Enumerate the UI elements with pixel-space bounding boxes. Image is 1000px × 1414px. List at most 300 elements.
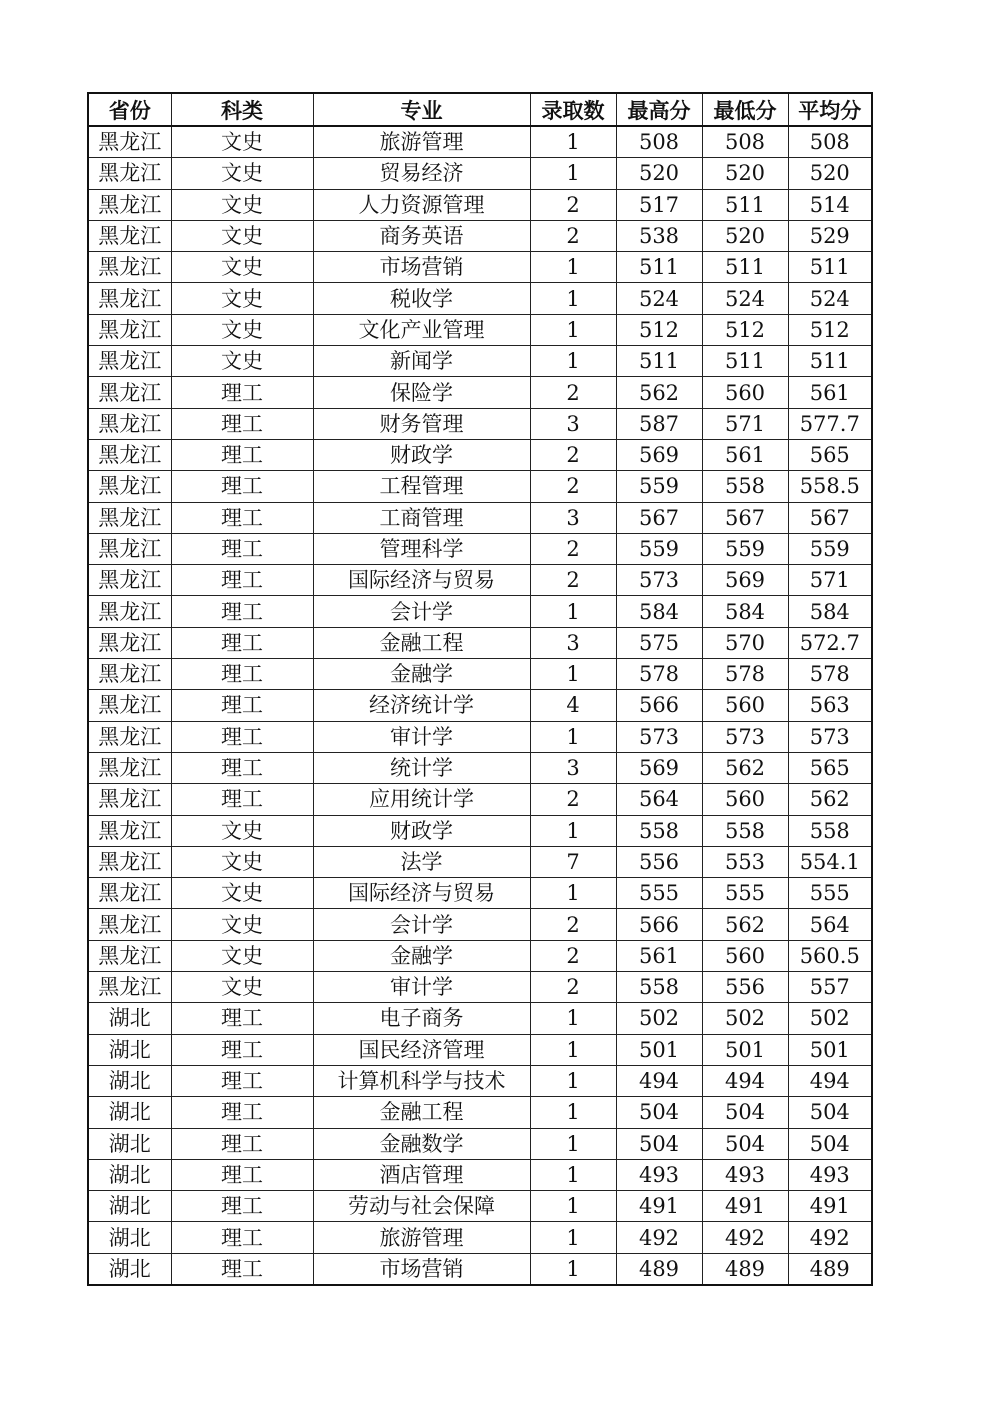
province-cell: 黑龙江 [88,408,171,439]
admitted-count-cell: 1 [530,126,616,158]
category-cell: 理工 [171,408,313,439]
province-cell: 黑龙江 [88,126,171,158]
admitted-count-cell: 3 [530,502,616,533]
province-cell: 湖北 [88,1159,171,1190]
max-score-cell: 564 [616,784,702,815]
header-min-score: 最低分 [702,93,788,126]
admitted-count-cell: 2 [530,471,616,502]
min-score-cell: 501 [702,1034,788,1065]
max-score-cell: 511 [616,346,702,377]
table-row [88,940,872,971]
admitted-count-cell: 2 [530,972,616,1003]
category-cell: 理工 [171,377,313,408]
admitted-count-cell: 2 [530,220,616,251]
major-cell: 金融工程 [313,627,530,658]
min-score-cell: 570 [702,627,788,658]
avg-score-cell: 571 [788,565,872,596]
category-cell: 理工 [171,721,313,752]
category-cell: 文史 [171,314,313,345]
category-cell: 文史 [171,972,313,1003]
avg-score-cell: 511 [788,346,872,377]
min-score-cell: 491 [702,1191,788,1222]
max-score-cell: 559 [616,533,702,564]
major-cell: 工程管理 [313,471,530,502]
major-cell: 市场营销 [313,1253,530,1285]
category-cell: 文史 [171,283,313,314]
avg-score-cell: 494 [788,1065,872,1096]
max-score-cell: 489 [616,1253,702,1285]
category-cell: 理工 [171,690,313,721]
table-row [88,659,872,690]
province-cell: 黑龙江 [88,815,171,846]
max-score-cell: 561 [616,940,702,971]
table-row [88,1191,872,1222]
min-score-cell: 524 [702,283,788,314]
province-cell: 黑龙江 [88,690,171,721]
table-row [88,471,872,502]
max-score-cell: 567 [616,502,702,533]
avg-score-cell: 502 [788,1003,872,1034]
table-row [88,815,872,846]
max-score-cell: 504 [616,1128,702,1159]
max-score-cell: 504 [616,1097,702,1128]
category-cell: 理工 [171,1191,313,1222]
province-cell: 湖北 [88,1065,171,1096]
province-cell: 黑龙江 [88,252,171,283]
table-row [88,596,872,627]
category-cell: 理工 [171,627,313,658]
avg-score-cell: 567 [788,502,872,533]
table-row [88,878,872,909]
category-cell: 文史 [171,878,313,909]
min-score-cell: 561 [702,439,788,470]
province-cell: 黑龙江 [88,314,171,345]
category-cell: 文史 [171,846,313,877]
avg-score-cell: 508 [788,126,872,158]
max-score-cell: 512 [616,314,702,345]
min-score-cell: 502 [702,1003,788,1034]
major-cell: 应用统计学 [313,784,530,815]
major-cell: 统计学 [313,752,530,783]
avg-score-cell: 524 [788,283,872,314]
max-score-cell: 569 [616,752,702,783]
major-cell: 会计学 [313,909,530,940]
avg-score-cell: 520 [788,158,872,189]
table-row [88,1159,872,1190]
category-cell: 文史 [171,909,313,940]
admitted-count-cell: 1 [530,721,616,752]
admitted-count-cell: 3 [530,752,616,783]
major-cell: 工商管理 [313,502,530,533]
max-score-cell: 558 [616,972,702,1003]
province-cell: 黑龙江 [88,940,171,971]
major-cell: 旅游管理 [313,1222,530,1253]
province-cell: 黑龙江 [88,721,171,752]
province-cell: 黑龙江 [88,471,171,502]
category-cell: 理工 [171,502,313,533]
max-score-cell: 524 [616,283,702,314]
admitted-count-cell: 1 [530,314,616,345]
major-cell: 劳动与社会保障 [313,1191,530,1222]
admitted-count-cell: 1 [530,659,616,690]
min-score-cell: 578 [702,659,788,690]
max-score-cell: 492 [616,1222,702,1253]
min-score-cell: 511 [702,346,788,377]
category-cell: 文史 [171,220,313,251]
province-cell: 湖北 [88,1003,171,1034]
province-cell: 黑龙江 [88,533,171,564]
major-cell: 计算机科学与技术 [313,1065,530,1096]
min-score-cell: 562 [702,909,788,940]
admitted-count-cell: 1 [530,1253,616,1285]
category-cell: 文史 [171,940,313,971]
table-row [88,627,872,658]
admitted-count-cell: 3 [530,627,616,658]
admitted-count-cell: 2 [530,533,616,564]
table-row [88,283,872,314]
admitted-count-cell: 2 [530,940,616,971]
category-cell: 理工 [171,1159,313,1190]
avg-score-cell: 555 [788,878,872,909]
max-score-cell: 573 [616,721,702,752]
category-cell: 理工 [171,533,313,564]
major-cell: 金融学 [313,940,530,971]
avg-score-cell: 565 [788,439,872,470]
table-row [88,252,872,283]
min-score-cell: 559 [702,533,788,564]
table-row [88,565,872,596]
table-row [88,1097,872,1128]
category-cell: 理工 [171,784,313,815]
min-score-cell: 504 [702,1097,788,1128]
table-row [88,972,872,1003]
province-cell: 黑龙江 [88,502,171,533]
max-score-cell: 508 [616,126,702,158]
table-row [88,1065,872,1096]
avg-score-cell: 565 [788,752,872,783]
admitted-count-cell: 2 [530,909,616,940]
admitted-count-cell: 1 [530,1097,616,1128]
header-avg-score: 平均分 [788,93,872,126]
table-row [88,1034,872,1065]
category-cell: 理工 [171,1003,313,1034]
admitted-count-cell: 1 [530,346,616,377]
avg-score-cell: 529 [788,220,872,251]
avg-score-cell: 563 [788,690,872,721]
category-cell: 理工 [171,439,313,470]
min-score-cell: 493 [702,1159,788,1190]
province-cell: 黑龙江 [88,909,171,940]
province-cell: 黑龙江 [88,752,171,783]
avg-score-cell: 560.5 [788,940,872,971]
province-cell: 黑龙江 [88,439,171,470]
table-row [88,346,872,377]
max-score-cell: 575 [616,627,702,658]
major-cell: 贸易经济 [313,158,530,189]
max-score-cell: 584 [616,596,702,627]
province-cell: 黑龙江 [88,346,171,377]
min-score-cell: 555 [702,878,788,909]
category-cell: 理工 [171,1128,313,1159]
admitted-count-cell: 1 [530,878,616,909]
category-cell: 理工 [171,659,313,690]
major-cell: 市场营销 [313,252,530,283]
category-cell: 理工 [171,1034,313,1065]
admitted-count-cell: 1 [530,1065,616,1096]
max-score-cell: 493 [616,1159,702,1190]
province-cell: 黑龙江 [88,596,171,627]
admitted-count-cell: 1 [530,252,616,283]
major-cell: 国民经济管理 [313,1034,530,1065]
max-score-cell: 511 [616,252,702,283]
major-cell: 电子商务 [313,1003,530,1034]
major-cell: 财政学 [313,439,530,470]
min-score-cell: 512 [702,314,788,345]
category-cell: 文史 [171,252,313,283]
avg-score-cell: 512 [788,314,872,345]
table-row [88,189,872,220]
major-cell: 新闻学 [313,346,530,377]
category-cell: 文史 [171,189,313,220]
max-score-cell: 578 [616,659,702,690]
avg-score-cell: 562 [788,784,872,815]
table-row [88,533,872,564]
province-cell: 黑龙江 [88,565,171,596]
major-cell: 管理科学 [313,533,530,564]
major-cell: 税收学 [313,283,530,314]
avg-score-cell: 492 [788,1222,872,1253]
province-cell: 黑龙江 [88,784,171,815]
header-category: 科类 [171,93,313,126]
major-cell: 国际经济与贸易 [313,878,530,909]
province-cell: 黑龙江 [88,158,171,189]
min-score-cell: 560 [702,690,788,721]
max-score-cell: 491 [616,1191,702,1222]
admitted-count-cell: 1 [530,1159,616,1190]
major-cell: 财务管理 [313,408,530,439]
table-row [88,502,872,533]
avg-score-cell: 564 [788,909,872,940]
admitted-count-cell: 7 [530,846,616,877]
min-score-cell: 571 [702,408,788,439]
major-cell: 文化产业管理 [313,314,530,345]
category-cell: 理工 [171,752,313,783]
admitted-count-cell: 1 [530,815,616,846]
min-score-cell: 508 [702,126,788,158]
avg-score-cell: 561 [788,377,872,408]
category-cell: 文史 [171,158,313,189]
avg-score-cell: 578 [788,659,872,690]
province-cell: 黑龙江 [88,659,171,690]
admitted-count-cell: 1 [530,1128,616,1159]
province-cell: 黑龙江 [88,878,171,909]
min-score-cell: 558 [702,471,788,502]
major-cell: 保险学 [313,377,530,408]
table-row [88,220,872,251]
max-score-cell: 538 [616,220,702,251]
major-cell: 审计学 [313,721,530,752]
major-cell: 金融工程 [313,1097,530,1128]
table-row [88,721,872,752]
admitted-count-cell: 1 [530,283,616,314]
table-row [88,408,872,439]
avg-score-cell: 557 [788,972,872,1003]
header-admitted-count: 录取数 [530,93,616,126]
max-score-cell: 562 [616,377,702,408]
table-row [88,1253,872,1285]
admission-scores-table [87,92,873,1286]
avg-score-cell: 504 [788,1128,872,1159]
max-score-cell: 566 [616,690,702,721]
major-cell: 国际经济与贸易 [313,565,530,596]
max-score-cell: 559 [616,471,702,502]
major-cell: 财政学 [313,815,530,846]
min-score-cell: 492 [702,1222,788,1253]
province-cell: 湖北 [88,1253,171,1285]
table-row [88,439,872,470]
max-score-cell: 573 [616,565,702,596]
table-row [88,1222,872,1253]
min-score-cell: 573 [702,721,788,752]
province-cell: 湖北 [88,1222,171,1253]
min-score-cell: 494 [702,1065,788,1096]
max-score-cell: 555 [616,878,702,909]
table-row [88,752,872,783]
province-cell: 黑龙江 [88,189,171,220]
major-cell: 审计学 [313,972,530,1003]
min-score-cell: 567 [702,502,788,533]
major-cell: 金融学 [313,659,530,690]
min-score-cell: 560 [702,784,788,815]
min-score-cell: 560 [702,940,788,971]
avg-score-cell: 554.1 [788,846,872,877]
min-score-cell: 511 [702,189,788,220]
min-score-cell: 553 [702,846,788,877]
province-cell: 黑龙江 [88,627,171,658]
avg-score-cell: 577.7 [788,408,872,439]
table-row [88,784,872,815]
admitted-count-cell: 2 [530,189,616,220]
table-row [88,1003,872,1034]
major-cell: 会计学 [313,596,530,627]
admitted-count-cell: 1 [530,1034,616,1065]
avg-score-cell: 493 [788,1159,872,1190]
min-score-cell: 556 [702,972,788,1003]
max-score-cell: 520 [616,158,702,189]
admitted-count-cell: 4 [530,690,616,721]
major-cell: 商务英语 [313,220,530,251]
avg-score-cell: 559 [788,533,872,564]
avg-score-cell: 558 [788,815,872,846]
province-cell: 黑龙江 [88,377,171,408]
max-score-cell: 501 [616,1034,702,1065]
admitted-count-cell: 2 [530,784,616,815]
major-cell: 金融数学 [313,1128,530,1159]
admitted-count-cell: 2 [530,377,616,408]
header-major: 专业 [313,93,530,126]
province-cell: 湖北 [88,1034,171,1065]
category-cell: 文史 [171,126,313,158]
max-score-cell: 556 [616,846,702,877]
table-row [88,377,872,408]
min-score-cell: 558 [702,815,788,846]
min-score-cell: 569 [702,565,788,596]
max-score-cell: 502 [616,1003,702,1034]
province-cell: 湖北 [88,1128,171,1159]
min-score-cell: 562 [702,752,788,783]
category-cell: 理工 [171,1222,313,1253]
admitted-count-cell: 1 [530,1191,616,1222]
avg-score-cell: 573 [788,721,872,752]
table-row [88,690,872,721]
header-province: 省份 [88,93,171,126]
admitted-count-cell: 1 [530,596,616,627]
max-score-cell: 558 [616,815,702,846]
admitted-count-cell: 3 [530,408,616,439]
admitted-count-cell: 1 [530,1222,616,1253]
major-cell: 人力资源管理 [313,189,530,220]
max-score-cell: 569 [616,439,702,470]
avg-score-cell: 572.7 [788,627,872,658]
avg-score-cell: 489 [788,1253,872,1285]
table-row [88,158,872,189]
category-cell: 理工 [171,1065,313,1096]
major-cell: 酒店管理 [313,1159,530,1190]
header-row [88,93,872,126]
major-cell: 法学 [313,846,530,877]
min-score-cell: 520 [702,220,788,251]
max-score-cell: 587 [616,408,702,439]
category-cell: 文史 [171,346,313,377]
avg-score-cell: 584 [788,596,872,627]
table-row [88,846,872,877]
admitted-count-cell: 2 [530,439,616,470]
major-cell: 旅游管理 [313,126,530,158]
avg-score-cell: 511 [788,252,872,283]
category-cell: 理工 [171,1253,313,1285]
avg-score-cell: 491 [788,1191,872,1222]
category-cell: 理工 [171,471,313,502]
avg-score-cell: 504 [788,1097,872,1128]
table-row [88,126,872,158]
table-row [88,909,872,940]
admitted-count-cell: 1 [530,1003,616,1034]
max-score-cell: 494 [616,1065,702,1096]
avg-score-cell: 514 [788,189,872,220]
province-cell: 黑龙江 [88,846,171,877]
province-cell: 黑龙江 [88,972,171,1003]
category-cell: 理工 [171,1097,313,1128]
header-max-score: 最高分 [616,93,702,126]
province-cell: 黑龙江 [88,220,171,251]
province-cell: 湖北 [88,1097,171,1128]
admitted-count-cell: 2 [530,565,616,596]
province-cell: 湖北 [88,1191,171,1222]
table-row [88,314,872,345]
table-row [88,1128,872,1159]
min-score-cell: 489 [702,1253,788,1285]
min-score-cell: 584 [702,596,788,627]
province-cell: 黑龙江 [88,283,171,314]
major-cell: 经济统计学 [313,690,530,721]
min-score-cell: 520 [702,158,788,189]
min-score-cell: 511 [702,252,788,283]
admitted-count-cell: 1 [530,158,616,189]
max-score-cell: 517 [616,189,702,220]
avg-score-cell: 558.5 [788,471,872,502]
category-cell: 文史 [171,815,313,846]
min-score-cell: 504 [702,1128,788,1159]
